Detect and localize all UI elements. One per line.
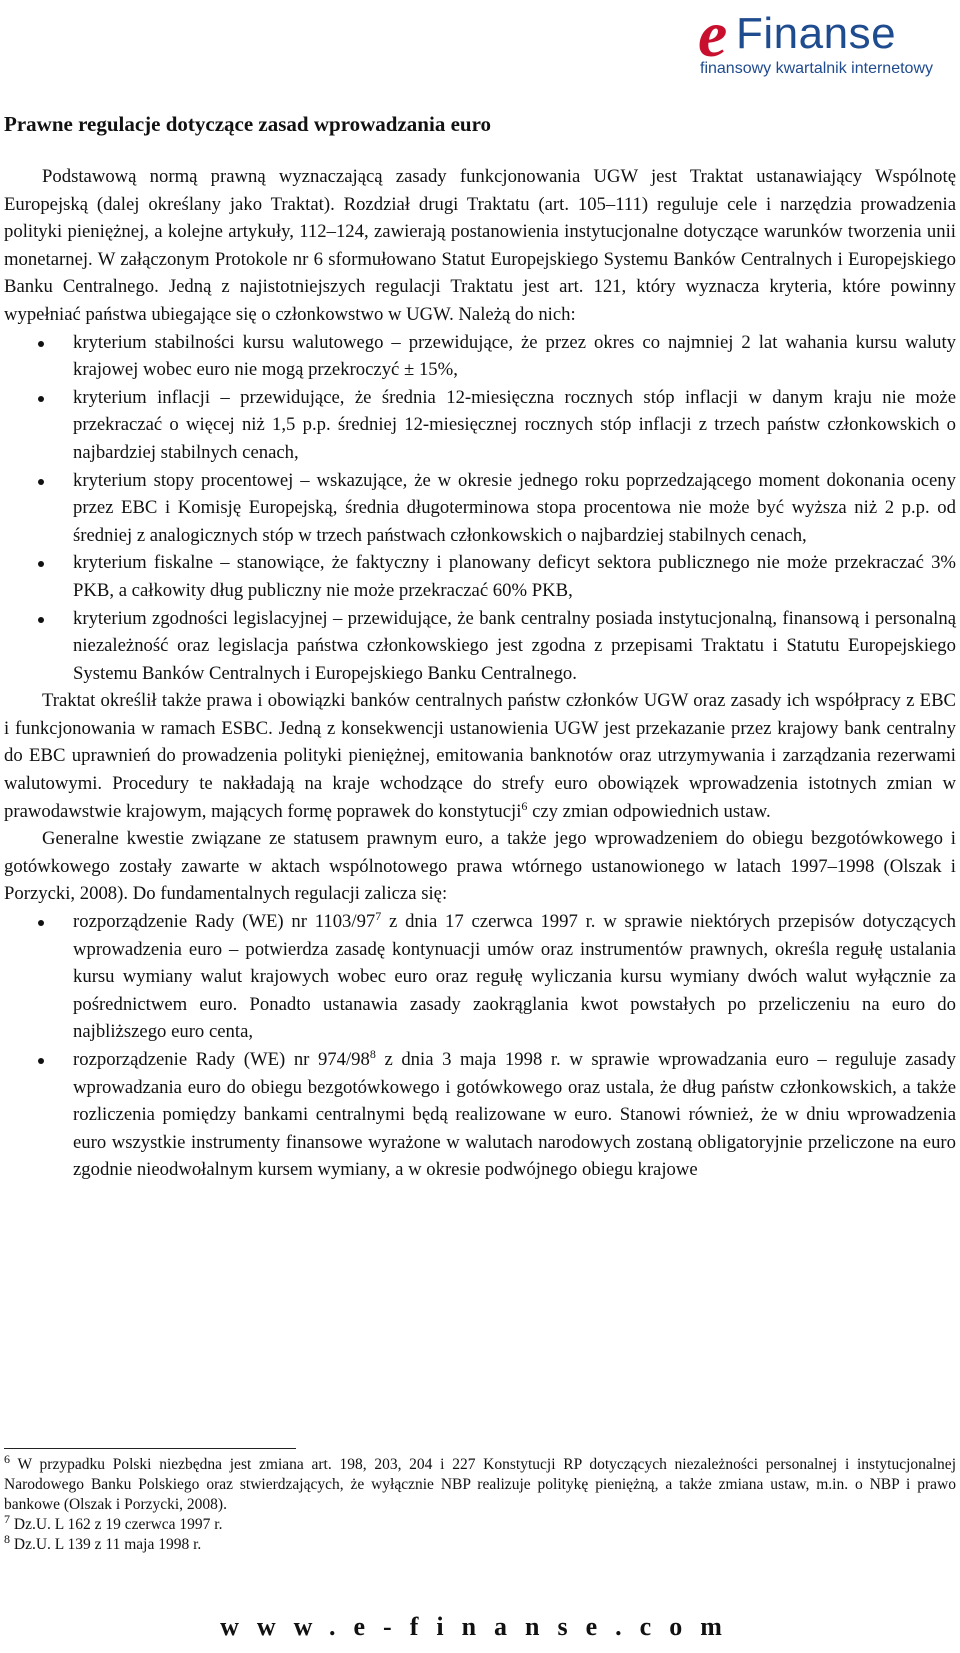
footnote-number: 7 (4, 1511, 10, 1526)
list-item (4, 1046, 956, 1184)
footnote (4, 1531, 956, 1555)
list-item (4, 549, 956, 604)
footnote-ref[interactable]: 6 (521, 798, 528, 813)
logo-wordmark: Finanse (736, 9, 897, 58)
criteria-list (4, 329, 956, 688)
list-item (4, 908, 956, 1046)
paragraph-text: Traktat określił także prawa i obowiązki banków centralnych państw członków UGW oraz zasady ich współpracy z EBC i funkcjonowania w ramach ESBC. Jedną z konsekwencji ustanowienia UGW jest przekazanie przez krajowy bank centralny do EBC uprawnień do prowadzenia polityki pieniężnej, emitowania banknotów oraz utrzymywania i zarządzania rezerwami walutowymi. Procedury te nakładają na kraje wchodzące do strefy euro obowiązek wprowadzenia istotnych zmian w prawodawstwie krajowym, mających formę poprawek do konstytucji (4, 690, 956, 822)
bullet-icon (38, 617, 44, 623)
list-item-text: rozporządzenie Rady (WE) nr 1103/97 (73, 911, 376, 933)
footnote-number: 8 (4, 1531, 10, 1546)
footnote-ref[interactable]: 7 (375, 908, 382, 923)
footnote-text: Dz.U. L 139 z 11 maja 1998 r. (10, 1536, 202, 1553)
footnotes (4, 1448, 956, 1555)
regulations-list (4, 908, 956, 1184)
list-item (4, 467, 956, 550)
footnote (4, 1511, 956, 1535)
footnote-text: Dz.U. L 162 z 19 czerwca 1997 r. (10, 1516, 223, 1533)
list-item (4, 329, 956, 384)
list-item-text: rozporządzenie Rady (WE) nr 974/98 (73, 1049, 370, 1070)
bullet-icon (38, 479, 44, 485)
footnote-divider (4, 1448, 296, 1449)
footnote-number: 6 (4, 1451, 10, 1466)
bullet-icon (38, 396, 44, 402)
list-item-text: z dnia 17 czerwca 1997 r. w sprawie niektórych przepisów dotyczących wprowadzenia euro – potwierdza zasadę kontynuacji umów oraz instrumentów prawnych, określa regułę ustalania kursu wymiany walut krajowych wobec euro oraz regułę wyliczania kursu wymiany dwóch walut wyłącznie za pośrednictwem euro. Ponadto ustanawia zasady zaokrąglania kwot powstałych po przeliczeniu na euro do najbliższego euro centa, (73, 911, 956, 1043)
paragraph-intro: Podstawową normą prawną wyznaczającą zasady funkcjonowania UGW jest Traktat ustanawiający Wspólnotę Europejską (dalej określany jako Traktat). Rozdział drugi Traktatu (art. 105–111) reguluje cele i narzędzia prowadzenia polityki pieniężnej, a kolejne artykuły, 112–124, zawierają postanowienia instytucjonalne dotyczące warunków tworzenia unii monetarnej. W załączonym Protokole nr 6 sformułowano Statut Europejskiego Systemu Banków Centralnych i Europejskiego Banku Centralnego. Jedną z najistotniejszych regulacji Traktatu jest art. 121, który wyznacza kryteria, które powinny wypełniać państwa ubiegające się o członkowstwo w UGW. Należą do nich: (4, 166, 956, 325)
footnote-ref[interactable]: 8 (369, 1046, 376, 1061)
list-item (4, 605, 956, 688)
list-item-text: z dnia 3 maja 1998 r. w sprawie wprowadzania euro – reguluje zasady wprowadzania euro do obiegu bezgotówkowego i gotówkowego oraz ustala, że dług państw członkowskich, a także rozliczenia pomiędzy bankami centralnymi będą realizowane w euro. Stanowi również, że w dniu wprowadzenia euro wszystkie instrumenty finansowe wyrażone w walutach narodowych zostaną obligatoryjnie przeliczone na euro zgodnie nieodwołalnym kursem wymiany, a w okresie podwójnego obiegu krajowe (73, 1049, 956, 1181)
bullet-icon (38, 341, 44, 347)
list-item-text: kryterium inflacji – przewidujące, że średnia 12-miesięczna rocznych stóp inflacji w danym kraju nie może przekraczać o więcej niż 1,5 p.p. średniej 12-miesięcznej rocznych stóp inflacji z trzech państw członkowskich o najbardziej stabilnych cenach, (73, 386, 956, 463)
section-title: Prawne regulacje dotyczące zasad wprowadzania euro (4, 112, 492, 136)
bullet-icon (38, 561, 44, 567)
paragraph-central-banks (4, 687, 956, 825)
footnote (4, 1451, 956, 1515)
paragraph-text: czy zmian odpowiednich ustaw. (527, 800, 771, 822)
bullet-icon (38, 920, 44, 926)
list-item-text: kryterium stopy procentowej – wskazujące, że w okresie jednego roku poprzedzającego moment dokonania oceny przez EBC i Komisję Europejską, średnia długoterminowa stopa procentowa nie może być wyższa niż 2 p.p. od średniej z analogicznych stóp w trzech państwach członkowskich o najbardziej stabilnych cenach, (73, 469, 956, 546)
logo-e-letter: e (698, 0, 728, 71)
bullet-icon (38, 1058, 44, 1064)
efinanse-logo (698, 2, 954, 88)
paragraph-legal-status: Generalne kwestie związane ze statusem prawnym euro, a także jego wprowadzeniem do obiegu bezgotówkowego i gotówkowego zostały zawarte w aktach wspólnotowego prawa wtórnego ustanowionego w latach 1997–1998 (Olszak i Porzycki, 2008). Do fundamentalnych regulacji zalicza się: (4, 828, 956, 905)
list-item-text: kryterium stabilności kursu walutowego – przewidujące, że przez okres co najmniej 2 lat wahania kursu waluty krajowej wobec euro nie mogą przekroczyć ± 15%, (73, 331, 956, 381)
logo-tagline: finansowy kwartalnik internetowy (700, 60, 933, 77)
footnote-text: W przypadku Polski niezbędna jest zmiana art. 198, 203, 204 i 227 Konstytucji RP dotyczących niezależności personalnej i instytucjonalnej Narodowego Banku Polskiego oraz stwierdzających, że wyłącznie NBP realizuje politykę pieniężną, a także zmiana ustaw, m.in. o NBP i prawo bankowe (Olszak i Porzycki, 2008). (4, 1456, 956, 1513)
article-body (4, 112, 956, 1184)
footer-website[interactable]: www.e-finanse.com (220, 1612, 740, 1641)
list-item-text: kryterium fiskalne – stanowiące, że faktyczny i planowany deficyt sektora publicznego nie może przekraczać 3% PKB, a całkowity dług publiczny nie może przekraczać 60% PKB, (73, 552, 956, 601)
list-item (4, 384, 956, 467)
list-item-text: kryterium zgodności legislacyjnej – przewidujące, że bank centralny posiada instytucjonalną, finansową i personalną niezależność oraz legislacja państwa członkowskiego jest zgodna z przepisami Traktatu i Statutu Europejskiego Systemu Banków Centralnych i Europejskiego Banku Centralnego. (73, 607, 956, 684)
